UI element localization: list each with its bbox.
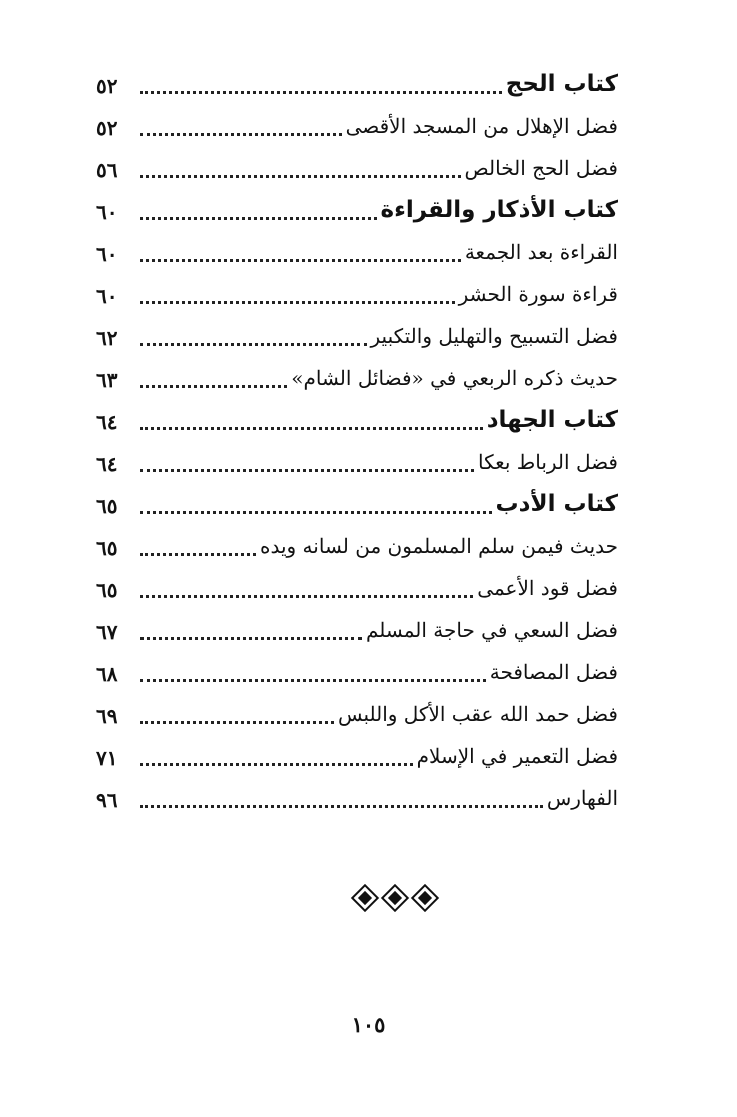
toc-entry-title: الفهارس [546, 786, 618, 810]
toc-entry [96, 480, 618, 522]
toc-entry [96, 396, 618, 438]
dot-leader [140, 595, 473, 598]
toc-entry-title: فضل المصافحة [489, 660, 618, 684]
dot-leader [140, 385, 287, 388]
toc-entry-page: ٦٤ [96, 452, 118, 476]
dot-leader [140, 469, 474, 472]
dot-leader [140, 133, 342, 136]
toc-entry-page: ٦٥ [96, 494, 118, 518]
toc-entry-page: ٦٠ [96, 284, 118, 308]
toc-entry [96, 312, 618, 354]
toc-entry-page: ٦٨ [96, 662, 118, 686]
toc-entry-page: ٦٩ [96, 704, 118, 728]
toc-entry [96, 438, 618, 480]
dot-leader [140, 805, 543, 808]
table-of-contents [96, 60, 618, 816]
toc-entry-page: ٥٢ [96, 116, 118, 140]
toc-entry-page: ٦٠ [96, 200, 118, 224]
dot-leader [140, 343, 367, 346]
toc-entry [96, 522, 618, 564]
toc-entry-page: ٦٥ [96, 578, 118, 602]
toc-entry-title: فضل الرباط بعكا [478, 450, 618, 474]
dot-leader [140, 175, 461, 178]
toc-entry [96, 648, 618, 690]
dot-leader [140, 427, 483, 430]
dot-leader [140, 763, 413, 766]
toc-entry [96, 606, 618, 648]
toc-entry-title: كتاب الحج [505, 71, 618, 97]
toc-entry-title: فضل قود الأعمى [477, 576, 618, 600]
page-number: ١٠٥ [351, 1012, 386, 1037]
toc-entry-page: ٦٣ [96, 368, 118, 392]
toc-entry [96, 270, 618, 312]
toc-entry-page: ٩٦ [96, 788, 118, 812]
dot-leader [140, 721, 334, 724]
toc-entry-page: ٦٠ [96, 242, 118, 266]
toc-entry-title: قراءة سورة الحشر [458, 282, 618, 306]
toc-entry-title: كتاب الأذكار والقراءة [380, 197, 618, 223]
dot-leader [140, 301, 455, 304]
toc-entry-page: ٦٤ [96, 410, 118, 434]
toc-entry-title: فضل التسبيح والتهليل والتكبير [370, 324, 618, 348]
toc-entry [96, 564, 618, 606]
toc-entry-title: حديث ذكره الربعي في «فضائل الشام» [291, 366, 618, 390]
toc-entry-page: ٥٦ [96, 158, 118, 182]
toc-entry-title: فضل الحج الخالص [464, 156, 618, 180]
toc-entry-page: ٧١ [96, 746, 118, 770]
toc-entry-title: فضل السعي في حاجة المسلم [365, 618, 618, 642]
toc-entry-page: ٦٧ [96, 620, 118, 644]
toc-entry [96, 102, 618, 144]
diamond-ornament-icon [350, 884, 440, 912]
toc-entry-title: القراءة بعد الجمعة [464, 240, 618, 264]
toc-entry [96, 144, 618, 186]
toc-entry [96, 228, 618, 270]
toc-entry [96, 186, 618, 228]
toc-entry [96, 774, 618, 816]
toc-entry [96, 690, 618, 732]
dot-leader [140, 553, 256, 556]
dot-leader [140, 259, 461, 262]
toc-entry-page: ٦٥ [96, 536, 118, 560]
toc-entry [96, 60, 618, 102]
toc-entry-title: فضل الإهلال من المسجد الأقصى [345, 114, 618, 138]
toc-entry-title: فضل التعمير في الإسلام [416, 744, 618, 768]
toc-entry [96, 732, 618, 774]
toc-entry-title: كتاب الأدب [495, 491, 618, 517]
toc-entry-page: ٦٢ [96, 326, 118, 350]
toc-entry-page: ٥٢ [96, 74, 118, 98]
dot-leader [140, 91, 502, 94]
dot-leader [140, 679, 486, 682]
dot-leader [140, 217, 377, 220]
toc-entry [96, 354, 618, 396]
toc-entry-title: فضل حمد الله عقب الأكل واللبس [337, 702, 618, 726]
dot-leader [140, 637, 362, 640]
dot-leader [140, 511, 492, 514]
toc-entry-title: حديث فيمن سلم المسلمون من لسانه ويده [260, 534, 618, 558]
toc-entry-title: كتاب الجهاد [486, 407, 618, 433]
